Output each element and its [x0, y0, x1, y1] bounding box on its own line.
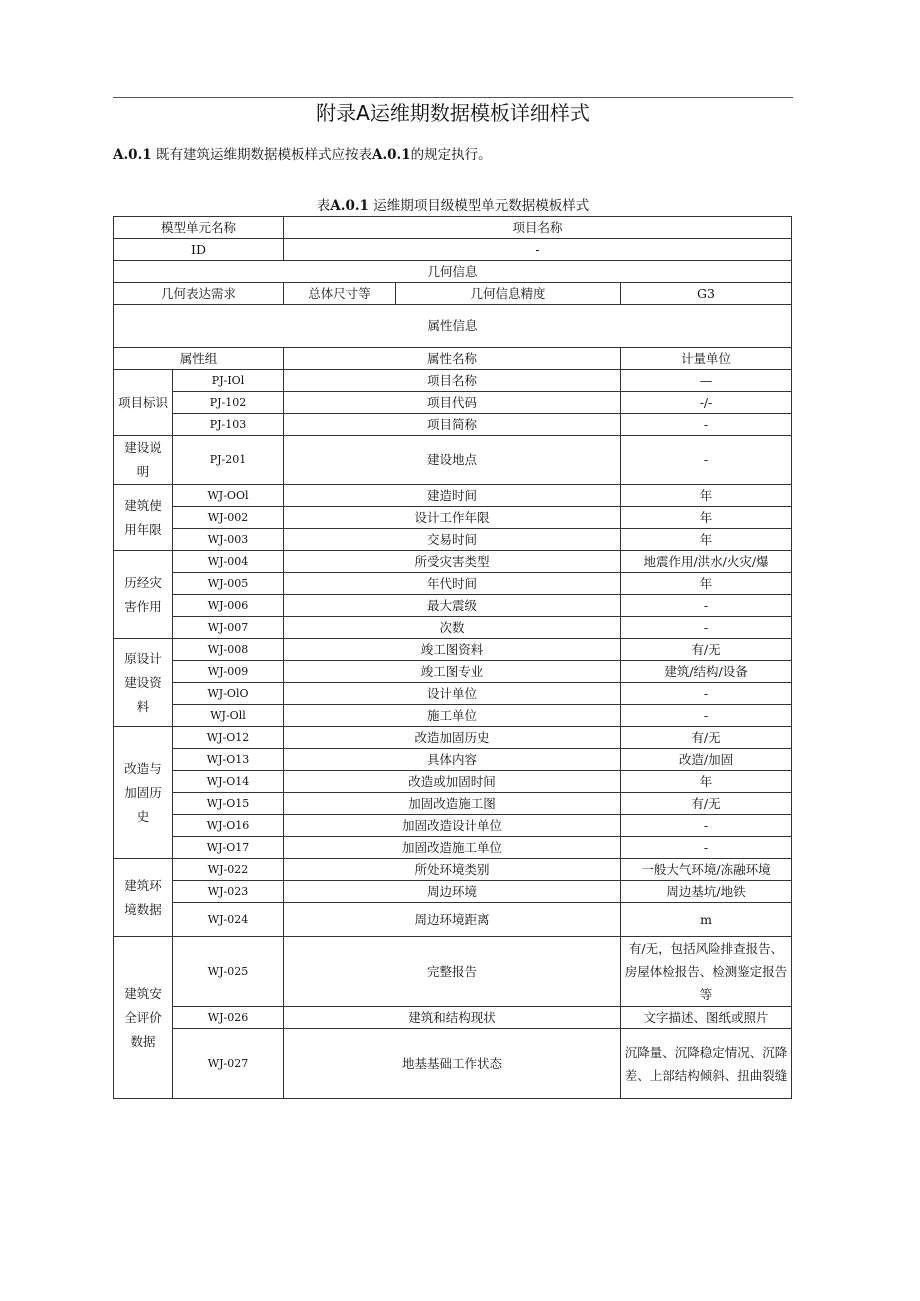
attribute-row: [114, 705, 792, 727]
attribute-row: [114, 617, 792, 639]
attribute-row: [114, 749, 792, 771]
attribute-name: 加固改造设计单位: [284, 815, 621, 837]
caption-prefix: 表: [316, 198, 331, 214]
attribute-name: 周边环境: [284, 881, 621, 903]
attribute-unit: 文字描述、图纸或照片: [621, 1007, 792, 1029]
attribute-name: 所受灾害类型: [284, 551, 621, 573]
geometry-row: [114, 283, 792, 305]
attribute-name: 次数: [284, 617, 621, 639]
attribute-unit: —: [621, 370, 792, 392]
geometry-precision-label: 几何信息精度: [396, 283, 621, 305]
attribute-unit: 周边基坑/地铁: [621, 881, 792, 903]
attribute-row: [114, 903, 792, 937]
attribute-code: PJ-201: [173, 436, 284, 485]
id-value: -: [284, 239, 792, 261]
attribute-unit: m: [621, 903, 792, 937]
attribute-group-name: 建设说明: [114, 436, 173, 485]
attribute-name: 建筑和结构现状: [284, 1007, 621, 1029]
attribute-code: WJ-OlO: [173, 683, 284, 705]
attribute-row: [114, 573, 792, 595]
attribute-row: [114, 507, 792, 529]
attribute-row: [114, 1029, 792, 1099]
attribute-group-name: 建筑使用年限: [114, 485, 173, 551]
intro-text-before: 既有建筑运维期数据模板样式应按表: [155, 147, 372, 163]
attribute-row: [114, 727, 792, 749]
attribute-unit: -: [621, 705, 792, 727]
attribute-row: [114, 771, 792, 793]
attribute-unit: 年: [621, 529, 792, 551]
page-title: 附录A运维期数据模板详细样式: [316, 101, 590, 125]
attribute-code: WJ-006: [173, 595, 284, 617]
attribute-code: WJ-002: [173, 507, 284, 529]
attribute-name: 建造时间: [284, 485, 621, 507]
geometry-size-label: 总体尺寸等: [284, 283, 396, 305]
geometry-need-label: 几何表达需求: [114, 283, 284, 305]
attribute-row: [114, 595, 792, 617]
attribute-row: [114, 485, 792, 507]
header-rule: [113, 97, 793, 98]
attribute-code: PJ-IOl: [173, 370, 284, 392]
geometry-section-row: [114, 261, 792, 283]
attribute-name: 建设地点: [284, 436, 621, 485]
attribute-code: WJ-027: [173, 1029, 284, 1099]
attribute-row: [114, 1007, 792, 1029]
attribute-code: WJ-O14: [173, 771, 284, 793]
attribute-col-group: 属性组: [114, 348, 284, 370]
attribute-code: WJ-026: [173, 1007, 284, 1029]
attribute-name: 改造加固历史: [284, 727, 621, 749]
attribute-unit: 年: [621, 507, 792, 529]
intro-text-after: 的规定执行。: [410, 147, 492, 163]
attribute-row: [114, 881, 792, 903]
attribute-row: [114, 683, 792, 705]
attribute-row: [114, 529, 792, 551]
caption-text: 运维期项目级模型单元数据模板样式: [373, 198, 590, 214]
header-project-name: 项目名称: [284, 217, 792, 239]
attribute-group-name: 建筑安全评价数据: [114, 937, 173, 1099]
id-row: [114, 239, 792, 261]
attribute-name: 地基基础工作状态: [284, 1029, 621, 1099]
attribute-row: [114, 837, 792, 859]
header-row: [114, 217, 792, 239]
attribute-code: WJ-008: [173, 639, 284, 661]
attribute-unit: -: [621, 837, 792, 859]
attribute-code: PJ-103: [173, 414, 284, 436]
intro-paragraph: [113, 145, 803, 165]
data-template-table: [113, 216, 792, 1099]
id-label: ID: [114, 239, 284, 261]
attribute-name: 最大震级: [284, 595, 621, 617]
attribute-section-row: [114, 305, 792, 348]
attribute-col-name: 属性名称: [284, 348, 621, 370]
table-caption: [113, 196, 793, 216]
attribute-code: PJ-102: [173, 392, 284, 414]
geometry-precision-value: G3: [621, 283, 792, 305]
attribute-code: WJ-005: [173, 573, 284, 595]
attribute-row: [114, 414, 792, 436]
attribute-unit: -: [621, 815, 792, 837]
intro-table-ref: A.0.1: [371, 147, 411, 163]
intro-clause-code: A.0.1: [113, 147, 152, 163]
attribute-group-name: 项目标识: [114, 370, 173, 436]
attribute-group-name: 历经灾害作用: [114, 551, 173, 639]
attribute-code: WJ-022: [173, 859, 284, 881]
attribute-group-name: 建筑环境数据: [114, 859, 173, 937]
attribute-unit: -: [621, 436, 792, 485]
attribute-row: [114, 937, 792, 1007]
attribute-unit: -: [621, 617, 792, 639]
attribute-unit: 年: [621, 485, 792, 507]
attribute-section-title: 属性信息: [114, 305, 792, 348]
attribute-unit: -: [621, 595, 792, 617]
attribute-code: WJ-O16: [173, 815, 284, 837]
attribute-code: WJ-024: [173, 903, 284, 937]
attribute-row: [114, 793, 792, 815]
attribute-name: 项目简称: [284, 414, 621, 436]
attribute-row: [114, 661, 792, 683]
attribute-group-name: 改造与加固历史: [114, 727, 173, 859]
attribute-row: [114, 815, 792, 837]
attribute-name: 所处环境类别: [284, 859, 621, 881]
attribute-code: WJ-O17: [173, 837, 284, 859]
attribute-name: 竣工图资料: [284, 639, 621, 661]
attribute-name: 设计单位: [284, 683, 621, 705]
attribute-code: WJ-Oll: [173, 705, 284, 727]
attribute-row: [114, 639, 792, 661]
attribute-name: 加固改造施工图: [284, 793, 621, 815]
attribute-name: 交易时间: [284, 529, 621, 551]
attribute-code: WJ-OOl: [173, 485, 284, 507]
attribute-name: 完整报告: [284, 937, 621, 1007]
attribute-unit: 年: [621, 573, 792, 595]
attribute-header-row: [114, 348, 792, 370]
attribute-row: [114, 392, 792, 414]
attribute-row: [114, 370, 792, 392]
header-model-unit-name: 模型单元名称: [114, 217, 284, 239]
attribute-unit: 改造/加固: [621, 749, 792, 771]
attribute-name: 设计工作年限: [284, 507, 621, 529]
attribute-name: 竣工图专业: [284, 661, 621, 683]
attribute-code: WJ-003: [173, 529, 284, 551]
attribute-unit: 有/无，包括风险排查报告、房屋体检报告、检测鉴定报告等: [621, 937, 792, 1007]
attribute-name: 施工单位: [284, 705, 621, 727]
attribute-code: WJ-023: [173, 881, 284, 903]
attribute-row: [114, 551, 792, 573]
attribute-unit: -: [621, 683, 792, 705]
attribute-unit: 有/无: [621, 639, 792, 661]
attribute-code: WJ-O13: [173, 749, 284, 771]
attribute-unit: 建筑/结构/设备: [621, 661, 792, 683]
attribute-name: 加固改造施工单位: [284, 837, 621, 859]
attribute-unit: 有/无: [621, 727, 792, 749]
attribute-code: WJ-O12: [173, 727, 284, 749]
attribute-unit: 一般大气环境/冻融环境: [621, 859, 792, 881]
attribute-code: WJ-O15: [173, 793, 284, 815]
attribute-unit: -/-: [621, 392, 792, 414]
attribute-unit: 年: [621, 771, 792, 793]
attribute-name: 具体内容: [284, 749, 621, 771]
geometry-section-title: 几何信息: [114, 261, 792, 283]
attribute-group-name: 原设计建设资料: [114, 639, 173, 727]
attribute-row: [114, 859, 792, 881]
attribute-col-unit: 计量单位: [621, 348, 792, 370]
attribute-code: WJ-025: [173, 937, 284, 1007]
caption-code: A.0.1: [330, 198, 369, 214]
attribute-name: 年代时间: [284, 573, 621, 595]
attribute-unit: 地震作用/洪水/火灾/爆: [621, 551, 792, 573]
attribute-name: 改造或加固时间: [284, 771, 621, 793]
attribute-name: 项目名称: [284, 370, 621, 392]
attribute-unit: 沉降量、沉降稳定情况、沉降差、上部结构倾斜、扭曲裂缝: [621, 1029, 792, 1099]
attribute-code: WJ-009: [173, 661, 284, 683]
attribute-name: 周边环境距离: [284, 903, 621, 937]
attribute-code: WJ-004: [173, 551, 284, 573]
attribute-unit: -: [621, 414, 792, 436]
attribute-name: 项目代码: [284, 392, 621, 414]
attribute-row: [114, 436, 792, 485]
attribute-unit: 有/无: [621, 793, 792, 815]
attribute-code: WJ-007: [173, 617, 284, 639]
